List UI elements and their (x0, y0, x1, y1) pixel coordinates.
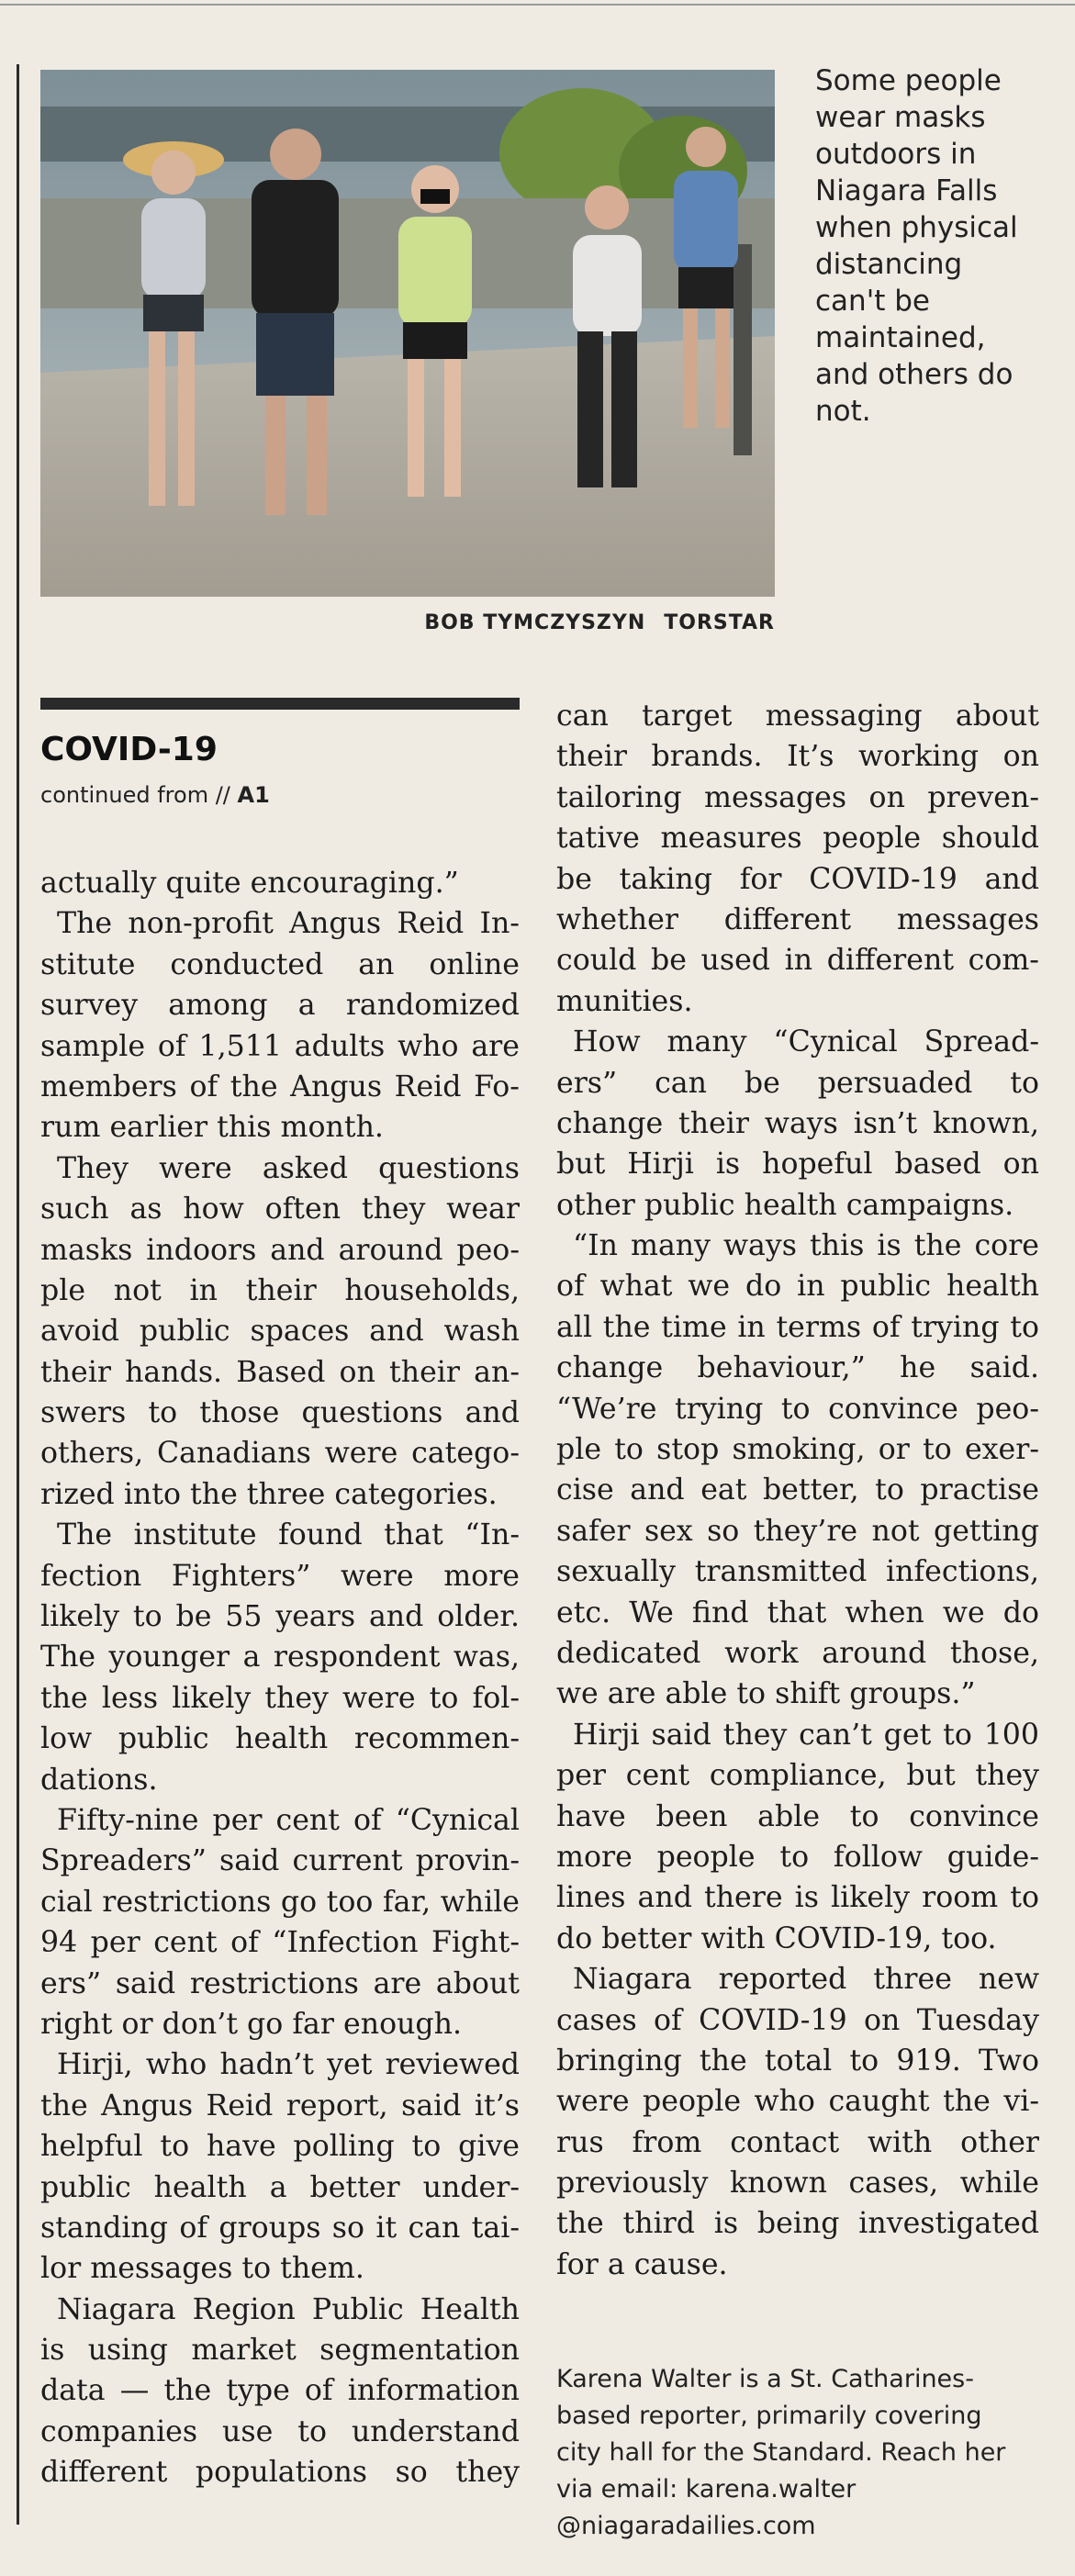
bio-line: based reporter, primarily covering (556, 2402, 982, 2430)
text-line: lines and there is likely room to (556, 1881, 1039, 1915)
continued-prefix: continued from // (40, 782, 230, 808)
text-line: others, Canadians were catego- (40, 1437, 520, 1471)
text-line: can target messaging about (556, 700, 1039, 733)
text-line: low public health recommen- (40, 1722, 520, 1756)
text-line: whether different messages (556, 902, 1039, 936)
text-line: ers” can be persuaded to (556, 1066, 1039, 1100)
text-line: were people who caught the vi- (556, 2085, 1039, 2119)
text-line: rized into the three categories. (40, 1477, 498, 1511)
text-line: They were asked questions (57, 1151, 520, 1185)
text-line: 94 per cent of “Infection Fight- (40, 1926, 520, 1960)
text-line: be taking for COVID-19 and (556, 862, 1039, 896)
credit-org: TORSTAR (664, 611, 775, 634)
continued-from (40, 782, 270, 808)
text-line: “We’re trying to convince peo- (556, 1392, 1039, 1426)
text-line: Fifty-nine per cent of “Cynical (57, 1803, 520, 1837)
text-line: previously known cases, while (556, 2167, 1039, 2201)
text-line: we are able to shift groups.” (556, 1677, 976, 1711)
caption-line: Some people (815, 64, 1002, 97)
text-line: the third is being investigated (556, 2207, 1039, 2241)
text-line: Spreaders” said current provin- (40, 1844, 520, 1878)
text-line: Hirji, who hadn’t yet reviewed (57, 2048, 520, 2082)
article-column-2 (556, 696, 1039, 2285)
bio-line: city hall for the Standard. Reach her (556, 2438, 1006, 2467)
text-line: Hirji said they can’t get to 100 (573, 1718, 1039, 1752)
text-line: their brands. It’s working on (556, 740, 1039, 774)
text-line: could be used in different com- (556, 944, 1039, 978)
text-line: of what we do in public health (556, 1270, 1039, 1304)
text-line: per cent compliance, but they (556, 1759, 1039, 1793)
caption-line: not. (815, 395, 871, 428)
text-line: sexually transmitted infections, (556, 1555, 1039, 1589)
text-line: have been able to convince (556, 1799, 1039, 1833)
text-line: How many “Cynical Spread- (573, 1025, 1039, 1059)
text-line: tailoring messages on preven- (556, 780, 1039, 814)
text-line: rus from contact with other (556, 2125, 1039, 2159)
text-line: for a cause. (556, 2247, 728, 2281)
caption-line: maintained, (815, 321, 986, 354)
text-line: is using market segmentation (40, 2334, 520, 2368)
text-line: lor messages to them. (40, 2252, 364, 2286)
text-line: companies use to understand (40, 2414, 520, 2448)
text-line: other public health campaigns. (556, 1188, 1014, 1222)
text-line: Niagara reported three new (573, 1963, 1039, 1997)
text-line: fection Fighters” were more (40, 1559, 520, 1593)
author-bio (556, 2361, 1039, 2545)
caption-line: wear masks (815, 101, 986, 134)
caption-line: and others do (815, 358, 1013, 391)
text-line: data — the type of information (40, 2374, 520, 2408)
bio-line: via email: karena.walter (556, 2475, 857, 2503)
text-line: standing of groups so it can tai- (40, 2211, 520, 2245)
text-line: but Hirji is hopeful based on (556, 1148, 1039, 1182)
text-line: such as how often they wear (40, 1193, 520, 1226)
text-line: cial restrictions go too far, while (40, 1885, 520, 1919)
article-kicker: COVID-19 (40, 731, 218, 768)
text-line: ple not in their households, (40, 1273, 520, 1307)
text-line: safer sex so they’re not getting (556, 1514, 1039, 1548)
photo-caption (815, 62, 1045, 430)
caption-line: when physical (815, 211, 1018, 244)
text-line: dations. (40, 1763, 158, 1797)
text-line: likely to be 55 years and older. (40, 1600, 520, 1634)
text-line: bringing the total to 919. Two (556, 2044, 1039, 2078)
text-line: different populations so they (40, 2456, 520, 2490)
text-line: all the time in terms of trying to (556, 1310, 1039, 1344)
text-line: their hands. Based on their an- (40, 1355, 520, 1389)
text-line: ers” said restrictions are about (40, 1966, 520, 2000)
text-line: etc. We find that when we do (556, 1596, 1039, 1630)
text-line: cases of COVID-19 on Tuesday (556, 2003, 1039, 2037)
photo-credit (40, 611, 775, 634)
caption-line: outdoors in (815, 138, 977, 171)
text-line: public health a better under- (40, 2170, 520, 2204)
text-line: The non-profit Angus Reid In- (57, 907, 520, 941)
column-rule (17, 64, 19, 2525)
article-column-1 (40, 863, 520, 2493)
text-line: helpful to have polling to give (40, 2130, 520, 2164)
bio-line: @niagaradailies.com (556, 2512, 816, 2540)
bio-line: Karena Walter is a St. Catharines- (556, 2365, 974, 2393)
credit-name: BOB TYMCZYSZYN (424, 611, 646, 634)
text-line: change their ways isn’t known, (556, 1106, 1039, 1140)
text-line: the less likely they were to fol- (40, 1681, 520, 1715)
continued-page: A1 (237, 782, 270, 808)
text-line: do better with COVID-19, too. (556, 1921, 997, 1955)
text-line: “In many ways this is the core (573, 1229, 1039, 1263)
text-line: ple to stop smoking, or to exer- (556, 1433, 1039, 1467)
news-photo (40, 70, 775, 597)
text-line: munities. (556, 984, 693, 1018)
text-line: rum earlier this month. (40, 1111, 384, 1145)
text-line: avoid public spaces and wash (40, 1315, 520, 1349)
text-line: members of the Angus Reid Fo- (40, 1070, 520, 1103)
text-line: change behaviour,” he said. (556, 1351, 1039, 1385)
text-line: Niagara Region Public Health (57, 2292, 520, 2326)
text-line: The younger a respondent was, (40, 1641, 520, 1674)
text-line: right or don’t go far enough. (40, 2007, 463, 2041)
kicker-bar (40, 698, 520, 710)
text-line: dedicated work around those, (556, 1636, 1039, 1670)
text-line: survey among a randomized (40, 989, 520, 1023)
text-line: the Angus Reid report, said it’s (40, 2089, 520, 2122)
text-line: sample of 1,511 adults who are (40, 1029, 520, 1063)
text-line: more people to follow guide- (556, 1840, 1039, 1874)
text-line: stitute conducted an online (40, 947, 520, 981)
caption-line: Niagara Falls (815, 174, 998, 207)
photo-illustration (40, 70, 775, 597)
text-line: tative measures people should (556, 822, 1039, 856)
caption-line: distancing (815, 248, 963, 281)
text-line: swers to those questions and (40, 1396, 520, 1430)
text-line: cise and eat better, to practise (556, 1473, 1039, 1507)
caption-line: can't be (815, 285, 930, 318)
text-line: actually quite encouraging.” (40, 867, 459, 900)
top-rule (0, 4, 1075, 6)
text-line: The institute found that “In- (57, 1518, 520, 1552)
text-line: masks indoors and around peo- (40, 1233, 520, 1267)
